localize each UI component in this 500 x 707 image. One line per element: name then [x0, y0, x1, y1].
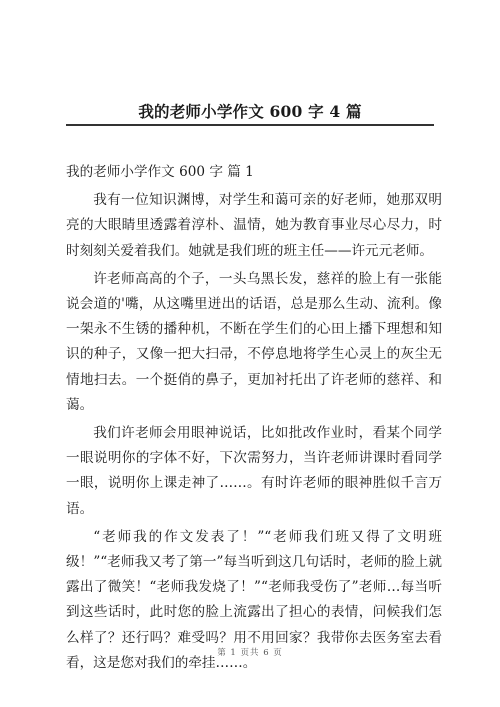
paragraph-2: 许老师高高的个子，一头乌黑长发，慈祥的脸上有一张能说会道的'嘴，从这嘴里迸出的话语，总是那么生动、流利。像一架永不生锈的播种机，不断在学生们的心田上播下理想和知识的种子，又像一把大扫帚，不停息地将学生心灵上的灰尘无情地扫去。一个挺俏的鼻子，更加衬托出了许老师的慈祥、和蔼。 [66, 270, 442, 413]
page-number-footer: 第 1 页共 6 页 [217, 648, 283, 658]
section-heading: 我的老师小学作文 600 字 篇 1 [66, 164, 254, 180]
paragraph-3: 我们许老师会用眼神说话，比如批改作业时，看某个同学一眼说明你的字体不好，下次需努力，当许老师讲课时看同学一眼，说明你上课走神了……。有时许老师的眼神胜似千言万语。 [66, 425, 442, 517]
title-underline-divider [66, 124, 434, 126]
document-title: 我的老师小学作文 600 字 4 篇 [138, 102, 362, 121]
paragraph-1: 我有一位知识渊博，对学生和蔼可亲的好老师，她那双明亮的大眼睛里透露着淳朴、温情，她为教育事业尽心尽力，时时刻刻关爱着我们。她就是我们班的班主任——许元元老师。 [66, 192, 442, 259]
paragraph-4: “老师我的作文发表了！”“老师我们班又得了文明班级！”“老师我又考了第一”每当听到这几句话时，老师的脸上就露出了微笑！“老师我发烧了！”“老师我受伤了”老师…每当听到这些话时，此时您的脸上流露出了担心的表情，问候我们怎么样了？还行吗？难受吗？用不用回家？我带你去医务室去看看，这是您对我们的牵挂……。 [66, 528, 442, 671]
document-body [66, 160, 442, 679]
